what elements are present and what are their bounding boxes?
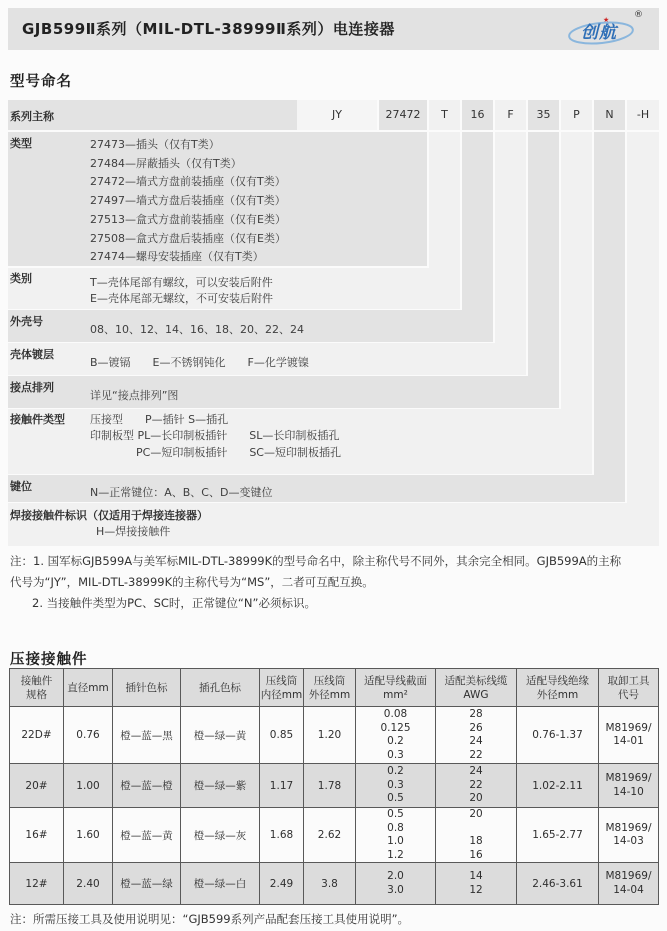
row-label-arrangement: 接点排列 [10,381,54,394]
row-content-type [90,136,286,267]
code-cell-16: 16 [462,100,493,130]
row-content-key-position [90,484,272,500]
stripe-P [561,132,592,409]
cell-pin-color: 橙—蓝—黄 [113,808,181,863]
cell-wire-section: 0.2 0.3 0.5 [356,764,436,808]
code-cell-JY: JY [297,100,377,130]
col-header-awg: 适配美标线缆 AWG [436,669,517,707]
class-line: E—壳体尾部无螺纹，不可安装后附件 [90,292,273,305]
col-header-barrel-outer: 压线筒 外径mm [304,669,356,707]
stripe-H [627,132,659,503]
page-header [8,8,659,50]
col-header-tool-code: 取卸工具 代号 [599,669,659,707]
code-cell-N: N [594,100,625,130]
stripe-35 [528,132,559,376]
table-row-16 [10,808,659,863]
cell-awg: 24 22 20 [436,764,517,808]
code-cell-27472: 27472 [379,100,427,130]
row-content-solder-mark [96,523,170,539]
cell-spec: 12# [10,863,64,905]
col-header-spec: 接触件 规格 [10,669,64,707]
cell-tool-code: M81969/ 14-01 [599,707,659,764]
cell-tool-code: M81969/ 14-10 [599,764,659,808]
cell-wire-section: 2.0 3.0 [356,863,436,905]
row-label-series: 系列主称 [10,110,54,123]
cell-diameter: 1.60 [64,808,113,863]
class-line: T—壳体尾部有螺纹，可以安装后附件 [90,276,273,289]
row-content-plating [90,354,309,370]
cell-wire-section: 0.5 0.8 1.0 1.2 [356,808,436,863]
row-label-key-position: 键位 [10,480,32,493]
cell-socket-color: 橙—绿—灰 [181,808,260,863]
code-cell-P: P [561,100,592,130]
key-position-line: N—正常键位：A、B、C、D—变键位 [90,486,273,499]
cell-barrel-inner: 0.85 [260,707,304,764]
cell-diameter: 2.40 [64,863,113,905]
page-title: GJB599Ⅱ系列（MIL-DTL-38999Ⅱ系列）电连接器 [22,20,395,38]
col-header-wire-section: 适配导线截面 mm² [356,669,436,707]
row-label-solder-mark: 焊接接触件标识（仅适用于焊接连接器） [10,509,208,522]
contact-type-line: 压接型 P—插针 S—插孔 [90,413,229,426]
table-header-row [10,669,659,707]
cell-barrel-outer: 3.8 [304,863,356,905]
cell-spec: 22D# [10,707,64,764]
table-row-12 [10,863,659,905]
row-label-type: 类型 [10,137,32,150]
row-content-arrangement [90,387,178,403]
cell-spec: 16# [10,808,64,863]
type-line: 27472—墙式方盘前装插座（仅有T类） [90,175,286,189]
cell-wire-section: 0.08 0.125 0.2 0.3 [356,707,436,764]
col-header-insulation-od: 适配导线绝缘 外径mm [517,669,599,707]
note-line: 2. 当接触件类型为PC、SC时，正常键位“N”必须标识。 [32,596,316,610]
cell-pin-color: 橙—蓝—橙 [113,764,181,808]
cell-tool-code: M81969/ 14-04 [599,863,659,905]
row-label-contact-type: 接触件类型 [10,413,65,426]
stripe-T [429,132,460,268]
note-line: 注：1. 国军标GJB599A与美军标MIL-DTL-38999K的型号命名中，除主称代号不同外，其余完全相同。GJB599A的主称 [10,554,622,568]
crimp-contacts-table [9,668,659,905]
cell-barrel-outer: 1.78 [304,764,356,808]
cell-barrel-outer: 1.20 [304,707,356,764]
model-designation-diagram [8,100,659,546]
type-line: 27473—插头（仅有T类） [90,138,220,151]
table-row-20 [10,764,659,808]
cell-barrel-inner: 2.49 [260,863,304,905]
stripe-F [495,132,526,343]
cell-insulation-od: 0.76-1.37 [517,707,599,764]
logo-text: 创航 [581,23,617,43]
brand-logo [563,10,649,50]
cell-socket-color: 橙—绿—黄 [181,707,260,764]
col-header-pin-color: 插针色标 [113,669,181,707]
cell-diameter: 1.00 [64,764,113,808]
cell-socket-color: 橙—绿—白 [181,863,260,905]
type-line: 27497—墙式方盘后装插座（仅有T类） [90,194,286,208]
col-header-barrel-inner: 压线筒 内径mm [260,669,304,707]
row-label-class: 类别 [10,272,32,285]
contact-type-line: 印制板型 PL—长印制板插针 SL—长印制板插孔 [90,429,340,443]
model-naming-notes [10,551,660,614]
cell-tool-code: M81969/ 14-03 [599,808,659,863]
shell-size-line: 08、10、12、14、16、18、20、22、24 [90,323,304,336]
cell-insulation-od: 1.65-2.77 [517,808,599,863]
cell-insulation-od: 1.02-2.11 [517,764,599,808]
type-line: 27508—盒式方盘后装插座（仅有E类） [90,231,286,245]
crimp-tool-note: 注：所需压接工具及使用说明见：“GJB599系列产品配套压接工具使用说明”。 [10,912,410,926]
cell-spec: 20# [10,764,64,808]
cell-insulation-od: 2.46-3.61 [517,863,599,905]
registered-mark: ® [634,10,643,20]
cell-awg: 20 18 16 [436,808,517,863]
cell-barrel-outer: 2.62 [304,808,356,863]
plating-line: B—镀镉 E—不锈钢钝化 F—化学镀镍 [90,356,309,369]
cell-barrel-inner: 1.68 [260,808,304,863]
col-header-diameter: 直径mm [64,669,113,707]
code-cell-T: T [429,100,460,130]
section-title-model-naming: 型号命名 [10,74,72,90]
row-content-class [90,275,273,307]
row-label-shell-size: 外壳号 [10,315,43,328]
type-line: 27484—屏蔽插头（仅有T类） [90,156,242,170]
arrangement-line: 详见“接点排列”图 [90,389,179,402]
code-cell-F: F [495,100,526,130]
stripe-16 [462,132,493,310]
cell-pin-color: 橙—蓝—绿 [113,863,181,905]
stripe-N [594,132,625,475]
code-cell-H: -H [627,100,659,130]
table-row-22D [10,707,659,764]
row-content-contact-type [90,412,341,461]
note-line: 代号为“JY”，MIL-DTL-38999K的主称代号为“MS”，二者可互配互换。 [10,575,374,589]
cell-socket-color: 橙—绿—紫 [181,764,260,808]
cell-awg: 28 26 24 22 [436,707,517,764]
row-label-plating: 壳体镀层 [10,348,54,361]
code-cell-35: 35 [528,100,559,130]
logo-star-icon: ★ [603,16,610,24]
cell-diameter: 0.76 [64,707,113,764]
cell-pin-color: 橙—蓝—黑 [113,707,181,764]
row-content-shell-size [90,321,304,337]
type-line: 27513—盒式方盘前装插座（仅有E类） [90,212,286,226]
contact-type-line: PC—短印制板插针 SC—短印制板插孔 [136,445,341,459]
solder-mark-line: H—焊接接触件 [96,525,171,538]
cell-barrel-inner: 1.17 [260,764,304,808]
type-line: 27474—螺母安装插座（仅有T类） [90,250,264,264]
col-header-socket-color: 插孔色标 [181,669,260,707]
cell-awg: 14 12 [436,863,517,905]
section-title-crimp-contacts: 压接接触件 [10,652,88,668]
